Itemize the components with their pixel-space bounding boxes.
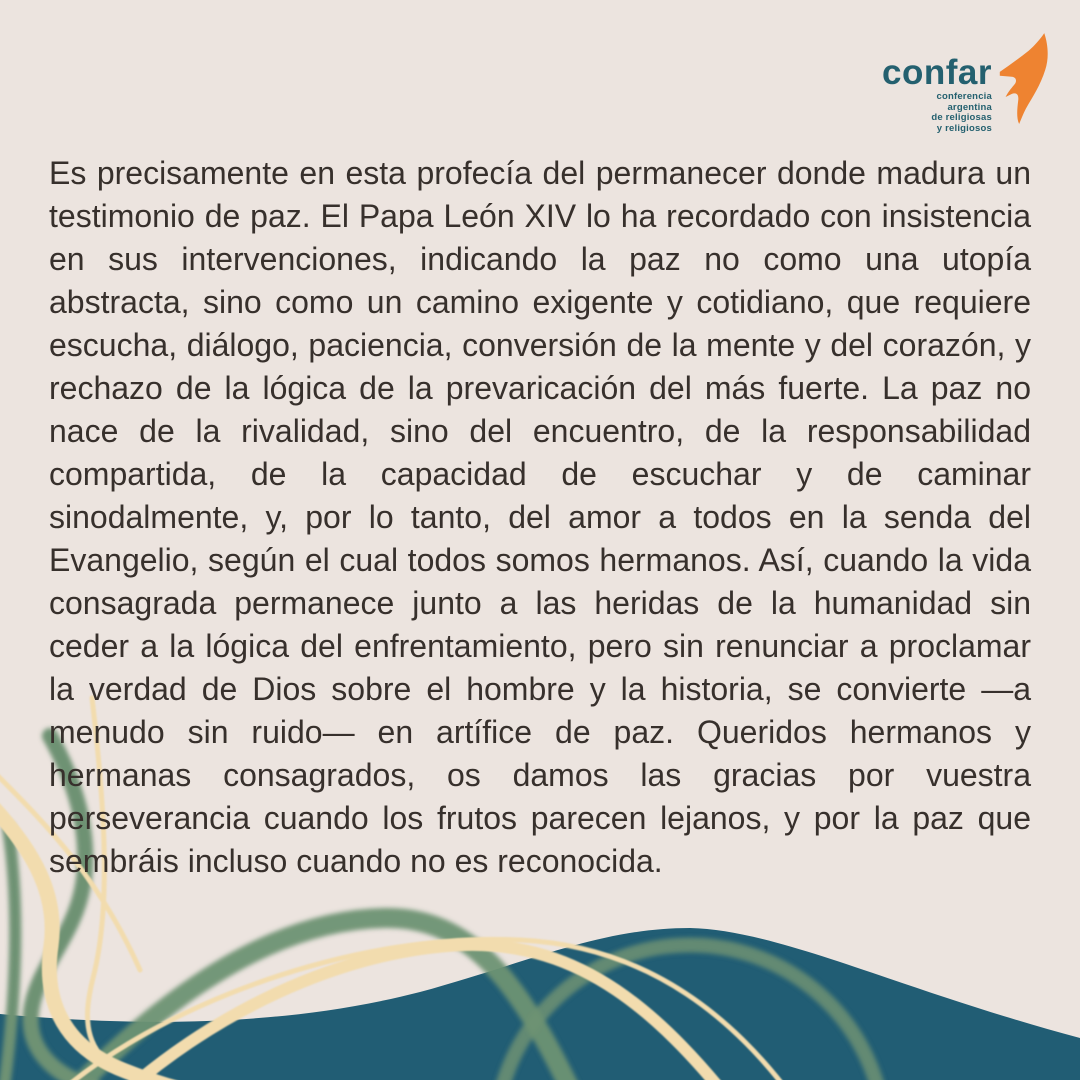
quote-paragraph: Es precisamente en esta profecía del permanecer donde madura un testimonio de paz. El Papa León XIV lo ha recordado con insistencia en sus intervenciones, indicando la paz no como una utopía abstracta, sino como un camino exigente y cotidiano, que requiere escucha, diálogo, paciencia, conversión de la mente y del corazón, y rechazo de la lógica de la prevaricación del más fuerte. La paz no nace de la rivalidad, sino del encuentro, de la responsabilidad compartida, de la capacidad de escuchar y de caminar sinodalmente, y, por lo tanto, del amor a todos en la senda del Evangelio, según el cual todos somos hermanos. Así, cuando la vida consagrada permanece junto a las heridas de la humanidad sin ceder a la lógica del enfrentamiento, pero sin renunciar a proclamar la verdad de Dios sobre el hombre y la historia, se convierte —a menudo sin ruido— en artífice de paz. Queridos hermanos y hermanas consagrados, os damos las gracias por vuestra perseverancia cuando los frutos parecen lejanos, y por la paz que sembráis incluso cuando no es reconocida.	[49, 155, 1031, 879]
confar-flame-icon	[994, 33, 1052, 130]
confar-logo	[882, 33, 1052, 134]
logo-subtitle	[882, 92, 992, 134]
logo-wordmark: confar	[882, 53, 992, 92]
logo-subtitle-line: conferencia	[936, 91, 992, 102]
logo-text-column	[882, 53, 992, 134]
green-ribbon-far-left	[4, 828, 15, 1080]
logo-subtitle-line: y religiosos	[936, 122, 992, 134]
logo-subtitle-line: de religiosas	[931, 112, 992, 123]
logo-subtitle-line: argentina	[947, 101, 992, 113]
